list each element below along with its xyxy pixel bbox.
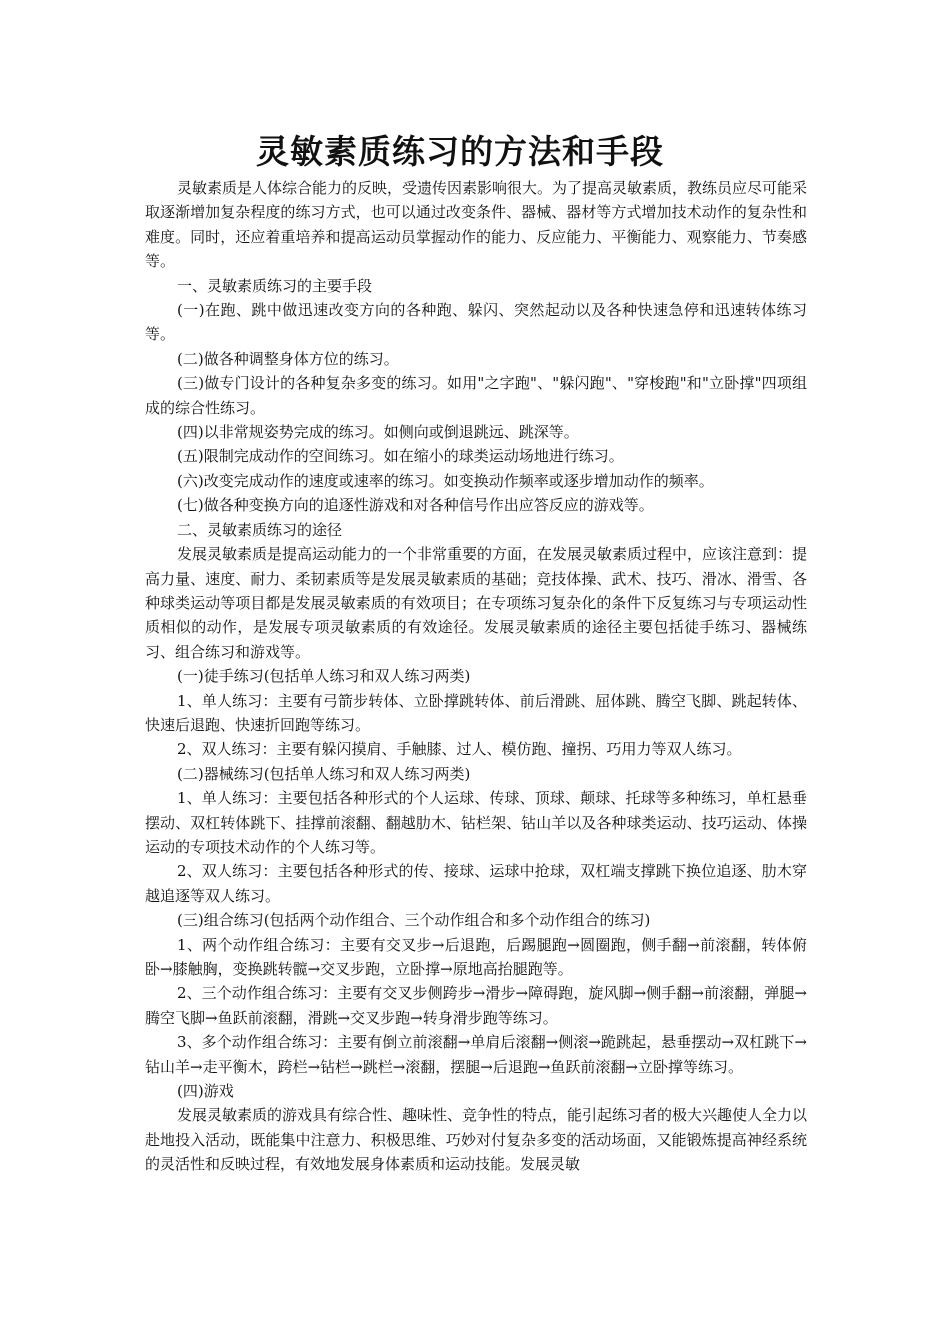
list-item: (六)改变完成动作的速度或速率的练习。如变换动作频率或逐步增加动作的频率。: [177, 471, 714, 490]
section-heading-1: 一、灵敏素质练习的主要手段: [177, 276, 373, 295]
list-item: (三)做专门设计的各种复杂多变的练习。如用"之字跑"、"躲闪跑"、"穿梭跑"和"立卧撑"四项组成的综合性练习。: [145, 374, 807, 417]
list-item: (七)做各种变换方向的追逐性游戏和对各种信号作出应答反应的游戏等。: [177, 496, 654, 515]
section-heading-2: 二、灵敏素质练习的途径: [177, 520, 343, 539]
list-item: 1、单人练习：主要有弓箭步转体、立卧撑跳转体、前后滑跳、屈体跳、腾空飞脚、跳起转体、快速后退跑、快速折回跑等练习。: [145, 691, 807, 734]
list-item: (五)限制完成动作的空间练习。如在缩小的球类运动场地进行练习。: [177, 447, 624, 466]
list-item: 2、三个动作组合练习：主要有交叉步侧跨步→滑步→障碍跑，旋风脚→侧手翻→前滚翻，弹腿→腾空飞脚→鱼跃前滚翻，滑跳→交叉步跑→转身滑步跑等练习。: [145, 984, 807, 1027]
subsection-heading: (三)组合练习(包括两个动作组合、三个动作组合和多个动作组合的练习): [177, 911, 651, 930]
intro-paragraph: 灵敏素质是人体综合能力的反映，受遗传因素影响很大。为了提高灵敏素质，教练员应尽可能采取逐渐增加复杂程度的练习方式，也可以通过改变条件、器械、器材等方式增加技术动作的复杂性和难度。同时，还应着重培养和提高运动员掌握动作的能力、反应能力、平衡能力、观察能力、节奏感等。: [145, 179, 808, 271]
subsection-heading: (四)游戏: [177, 1082, 234, 1101]
list-item: 3、多个动作组合练习：主要有倒立前滚翻→单肩后滚翻→侧滚→跪跳起，悬垂摆动→双杠跳下→钻山羊→走平衡木，跨栏→钻栏→跳栏→滚翻，摆腿→后退跑→鱼跃前滚翻→立卧撑等练习。: [145, 1033, 807, 1076]
subsection-heading: (一)徒手练习(包括单人练习和双人练习两类): [177, 667, 471, 686]
list-item: 2、双人练习：主要包括各种形式的传、接球、运球中抢球，双杠端支撑跳下换位追逐、肋木穿越追逐等双人练习。: [145, 862, 807, 905]
list-item: 1、单人练习：主要包括各种形式的个人运球、传球、顶球、颠球、托球等多种练习，单杠悬垂摆动、双杠转体跳下、挂撑前滚翻、翻越肋木、钻栏架、钻山羊以及各种球类运动、技巧运动、体操运动的专项技术动作的个人练习等。: [145, 789, 807, 856]
document-body: [145, 176, 807, 1177]
list-item: 2、双人练习：主要有躲闪摸肩、手触膝、过人、模仿跑、撞拐、巧用力等双人练习。: [177, 740, 742, 759]
list-item: (二)做各种调整身体方位的练习。: [177, 349, 399, 368]
body-paragraph: 发展灵敏素质的游戏具有综合性、趣味性、竞争性的特点，能引起练习者的极大兴趣使人全力以赴地投入活动，既能集中注意力、积极思维、巧妙对付复杂多变的活动场面，又能锻炼提高神经系统的灵活性和反映过程，有效地发展身体素质和运动技能。发展灵敏: [145, 1106, 808, 1174]
subsection-heading: (二)器械练习(包括单人练习和双人练习两类): [177, 764, 471, 783]
list-item: 1、两个动作组合练习：主要有交叉步→后退跑，后踢腿跑→圆圈跑，侧手翻→前滚翻，转体俯卧→膝触胸，变换跳转髋→交叉步跑，立卧撑→原地高抬腿跑等。: [145, 935, 807, 978]
list-item: (一)在跑、跳中做迅速改变方向的各种跑、躲闪、突然起动以及各种快速急停和迅速转体练习等。: [145, 301, 807, 344]
document-title: 灵敏素质练习的方法和手段: [256, 132, 664, 171]
list-item: (四)以非常规姿势完成的练习。如侧向或倒退跳远、跳深等。: [177, 423, 579, 442]
body-paragraph: 发展灵敏素质是提高运动能力的一个非常重要的方面，在发展灵敏素质过程中，应该注意到：提高力量、速度、耐力、柔韧素质等是发展灵敏素质的基础；竞技体操、武术、技巧、滑冰、滑雪、各种球类运动等项目都是发展灵敏素质的有效项目；在专项练习复杂化的条件下反复练习与专项运动性质相似的动作，是发展专项灵敏素质的有效途径。发展灵敏素质的途径主要包括徒手练习、器械练习、组合练习和游戏等。: [145, 545, 808, 661]
